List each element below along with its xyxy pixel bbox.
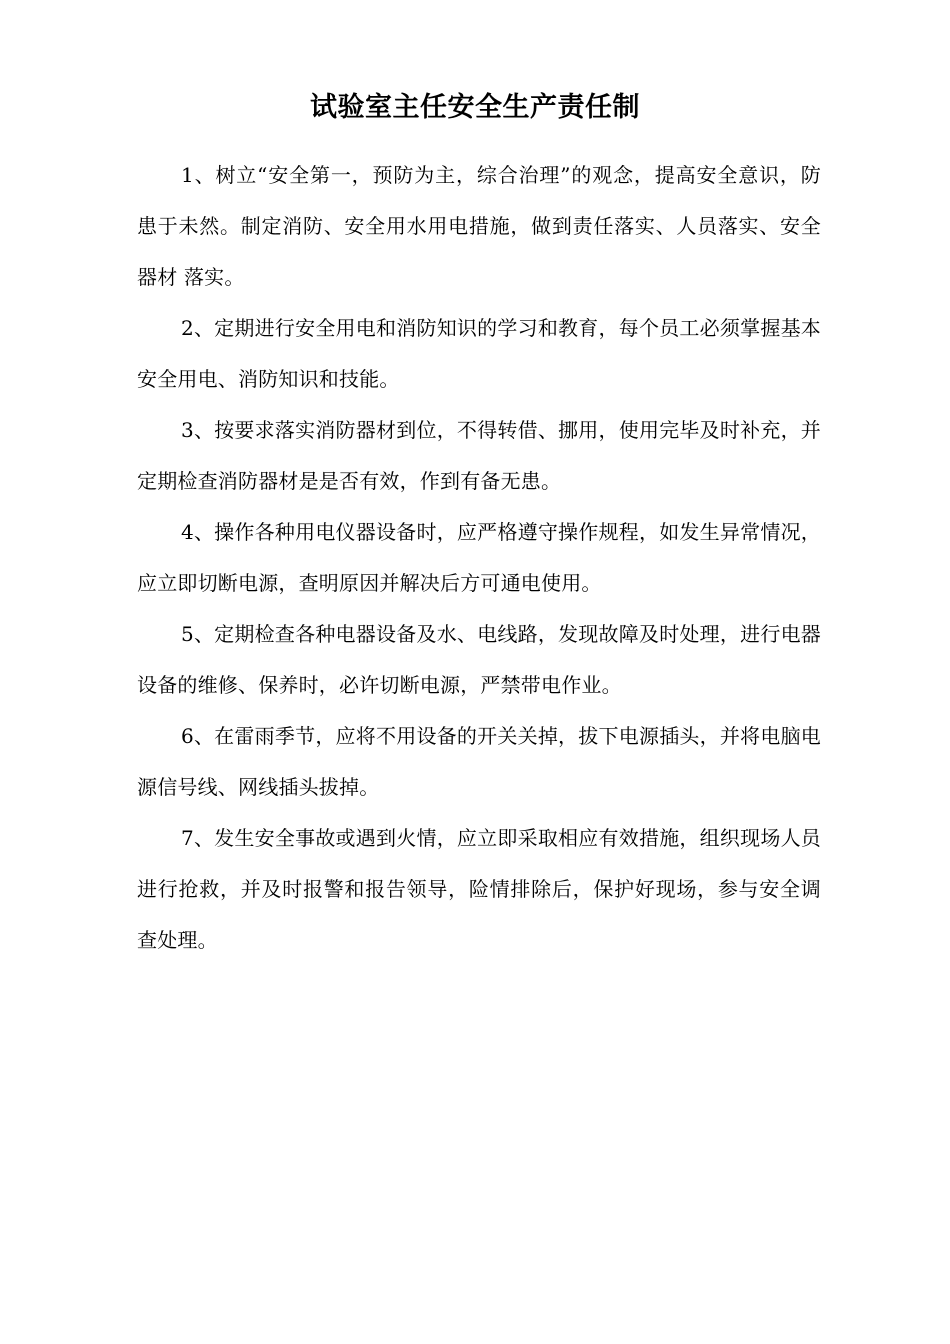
document-title: 试验室主任安全生产责任制 xyxy=(310,92,640,123)
paragraph-3: 3、按要求落实消防器材到位，不得转借、挪用，使用完毕及时补充，并 定期检查消防器材是是否有效，作到有备无患。 xyxy=(137,418,821,493)
paragraph-5: 5、定期检查各种电器设备及水、电线路，发现故障及时处理，进行电器 设备的维修、保养时，必许切断电源，严禁带电作业。 xyxy=(137,622,821,697)
paragraph-2: 2、定期进行安全用电和消防知识的学习和教育，每个员工必须掌握基本 安全用电、消防知识和技能。 xyxy=(137,316,821,391)
paragraph-1: 1、树立“安全第一，预防为主，综合治理”的观念，提高安全意识，防 患于未然。制定消防、安全用水用电措施，做到责任落实、人员落实、安全器材 落实。 xyxy=(137,163,821,289)
paragraph-6: 6、在雷雨季节，应将不用设备的开关关掉，拔下电源插头，并将电脑电 源信号线、网线插头拔掉。 xyxy=(137,724,821,799)
paragraph-4: 4、操作各种用电仪器设备时，应严格遵守操作规程，如发生异常情况， 应立即切断电源，查明原因并解决后方可通电使用。 xyxy=(137,520,821,595)
document-body xyxy=(137,150,821,966)
paragraph-7: 7、发生安全事故或遇到火情，应立即采取相应有效措施，组织现场人员 进行抢救，并及时报警和报告领导，险情排除后，保护好现场，参与安全调查处理。 xyxy=(137,826,821,952)
